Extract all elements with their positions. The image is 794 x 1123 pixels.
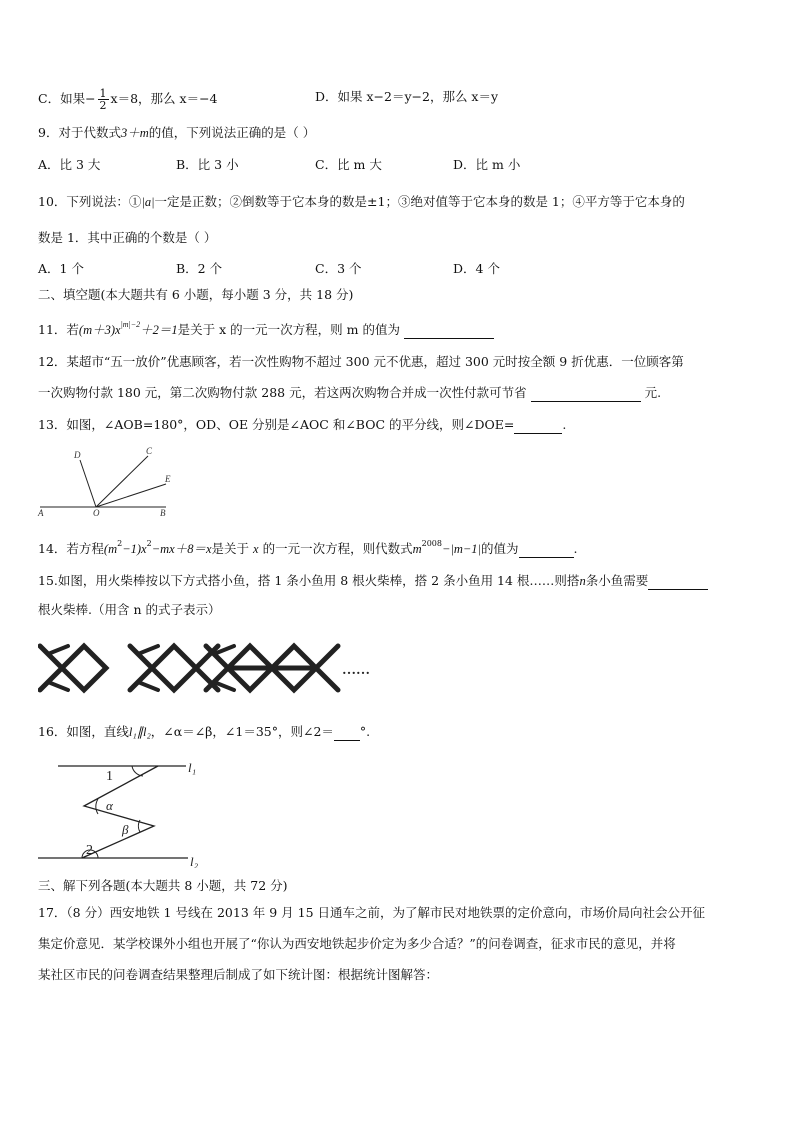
q10-option-c: C．3 个 bbox=[315, 261, 362, 276]
q15-line1: 15.如图，用火柴棒按以下方式搭小鱼，搭 1 条小鱼用 8 根火柴棒，搭 2 条小鱼用 14 根……则搭n条小鱼需要 bbox=[38, 572, 708, 590]
label-angle-2: 2 bbox=[86, 843, 93, 858]
q12-line2: 一次购物付款 180 元，第二次购物付款 288 元，若这两次购物合并成一次性付款可节省 元. bbox=[38, 385, 662, 400]
q10-line1: 10．下列说法：①|a|一定是正数；②倒数等于它本身的数是±1；③绝对值等于它本身的数是 1；④平方等于它本身的 bbox=[38, 194, 685, 209]
q17-line3: 某社区市民的问卷调查结果整理后制成了如下统计图：根据统计图解答： bbox=[38, 967, 439, 982]
q8-option-c: C．如果− $\frac{1}{2}$ x＝8，那么 x＝−4 bbox=[38, 87, 218, 112]
label-beta: β bbox=[122, 822, 129, 837]
label-b: B bbox=[160, 508, 166, 516]
continuation-dots: …… bbox=[342, 663, 370, 678]
section-3-heading: 三、解下列各题(本大题共 8 小题，共 72 分) bbox=[38, 878, 288, 893]
q12-answer-blank[interactable] bbox=[531, 387, 641, 402]
q9-option-c: C．比 m 大 bbox=[315, 157, 382, 172]
label-angle-1: 1 bbox=[106, 769, 113, 784]
label-a: A bbox=[38, 508, 44, 516]
q11-stem: 11．若$(m+3)x^{|m|-2}+2=1$是关于 x 的一元一次方程，则 m 的值为 bbox=[38, 316, 494, 339]
label-l2: l₂ bbox=[190, 854, 199, 868]
q13-angle-figure bbox=[36, 444, 176, 516]
q9-stem: 9．对于代数式3＋m的值，下列说法正确的是（ ） bbox=[38, 125, 316, 140]
q17-line1: 17．（8 分）西安地铁 1 号线在 2013 年 9 月 15 日通车之前，为了解市民对地铁票的定价意向，市场价局向社会公开征 bbox=[38, 905, 705, 920]
q9-option-b: B．比 3 小 bbox=[176, 157, 239, 172]
q10-option-b: B．2 个 bbox=[176, 261, 223, 276]
q15-answer-blank[interactable] bbox=[648, 575, 708, 590]
q8-option-d: D．如果 x−2＝y−2，那么 x＝y bbox=[315, 89, 499, 104]
q13-stem: 13．如图，∠AOB=180°，OD、OE 分别是∠AOC 和∠BOC 的平分线，则∠DOE= . bbox=[38, 417, 567, 432]
q16-stem: 16．如图，直线l₁∥l₂，∠α＝∠β，∠1＝35°，则∠2＝ °. bbox=[38, 724, 371, 739]
q12-line1: 12．某超市“五一放价”优惠顾客，若一次性购物不超过 300 元不优惠，超过 300 元时按全额 9 折优惠．一位顾客第 bbox=[38, 354, 684, 369]
label-o: O bbox=[93, 508, 100, 516]
fraction-one-half: $\frac{1}{2}$ bbox=[99, 87, 107, 112]
q15-line2: 根火柴棒.（用含 n 的式子表示） bbox=[38, 602, 221, 617]
q17-line2: 集定价意见．某学校课外小组也开展了“你认为西安地铁起步价定为多少合适？”的问卷调查，征求市民的意见，并将 bbox=[38, 936, 676, 951]
q10-option-d: D．4 个 bbox=[453, 261, 500, 276]
q10-option-a: A．1 个 bbox=[38, 261, 84, 276]
q11-answer-blank[interactable] bbox=[404, 324, 494, 339]
section-2-heading: 二、填空题(本大题共有 6 小题，每小题 3 分，共 18 分) bbox=[38, 287, 354, 302]
q16-parallel-lines-figure bbox=[36, 758, 216, 868]
label-alpha: α bbox=[106, 798, 113, 813]
q14-answer-blank[interactable] bbox=[519, 543, 574, 558]
q9-option-d: D．比 m 小 bbox=[453, 157, 521, 172]
q16-answer-blank[interactable] bbox=[334, 726, 360, 741]
q10-line2: 数是 1．其中正确的个数是（ ） bbox=[38, 230, 217, 245]
q13-answer-blank[interactable] bbox=[514, 419, 562, 434]
label-e: E bbox=[165, 474, 171, 484]
label-d: D bbox=[74, 450, 81, 460]
label-l1: l₁ bbox=[188, 760, 197, 775]
q15-matchstick-fish-figure bbox=[38, 638, 398, 698]
label-c: C bbox=[146, 446, 153, 456]
q14-stem: 14．若方程$(m^2-1)x^2-mx+8=x$是关于 x 的一元一次方程，则代数式$m^{2008}-|m-1|$的值为 . bbox=[38, 539, 578, 556]
q9-option-a: A．比 3 大 bbox=[38, 157, 101, 172]
